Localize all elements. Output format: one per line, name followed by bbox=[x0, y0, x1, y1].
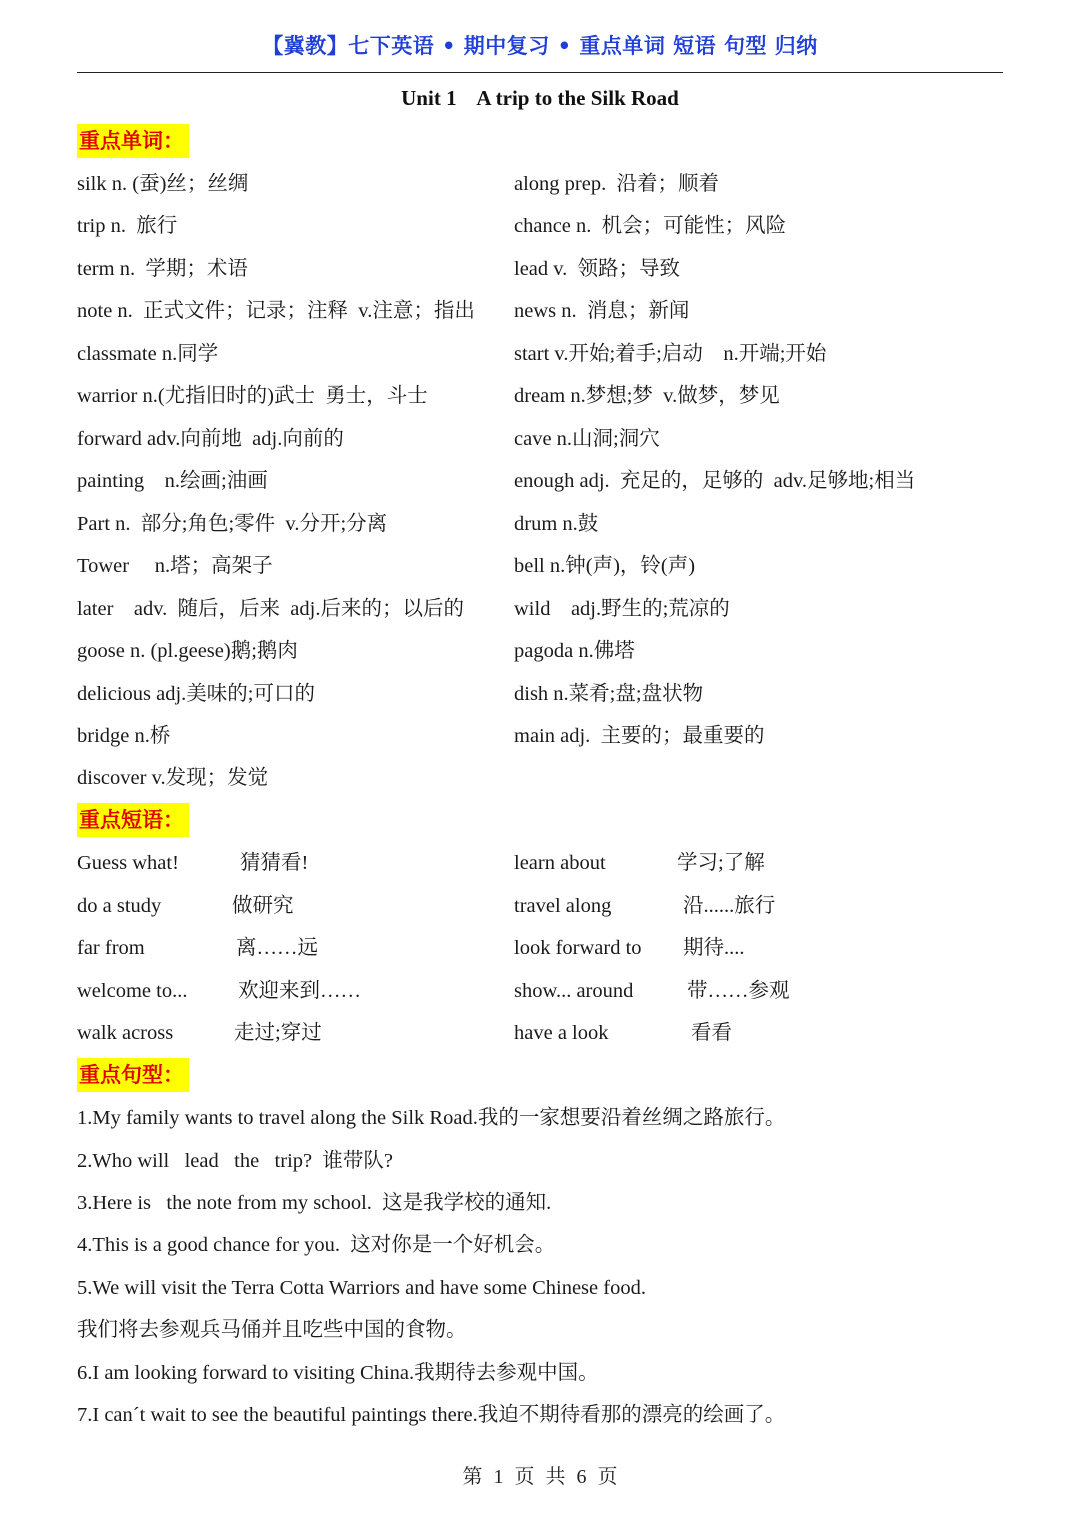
phrase-en: far from bbox=[77, 937, 145, 959]
word-row bbox=[0, 296, 1080, 326]
word-entry: classmate n.同学 bbox=[77, 343, 219, 365]
phrase-row bbox=[0, 933, 1080, 963]
word-entry: news n. 消息；新闻 bbox=[514, 300, 690, 322]
word-entry: term n. 学期；术语 bbox=[77, 258, 248, 280]
word-row bbox=[0, 721, 1080, 751]
phrase-zh: 学习;了解 bbox=[677, 852, 765, 874]
phrase-zh: 期待.... bbox=[683, 937, 745, 959]
word-entry: delicious adj.美味的;可口的 bbox=[77, 683, 316, 705]
word-entry: forward adv.向前地 adj.向前的 bbox=[77, 428, 344, 450]
word-entry: chance n. 机会；可能性；风险 bbox=[514, 215, 787, 237]
sentence: 5.We will visit the Terra Cotta Warriors and have some Chinese food. bbox=[77, 1277, 646, 1299]
word-entry: main adj. 主要的；最重要的 bbox=[514, 725, 765, 747]
phrase-row bbox=[0, 891, 1080, 921]
word-entry: along prep. 沿着；顺着 bbox=[514, 173, 719, 195]
word-entry: trip n. 旅行 bbox=[77, 215, 178, 237]
phrase-zh: 沿......旅行 bbox=[683, 895, 776, 917]
word-entry: painting n.绘画;油画 bbox=[77, 470, 268, 492]
phrase-en: Guess what! bbox=[77, 852, 179, 874]
phrase-en: welcome to... bbox=[77, 980, 188, 1002]
section-words-heading: 重点单词： bbox=[77, 124, 189, 158]
section-phrases-heading: 重点短语： bbox=[77, 803, 189, 837]
word-entry: start v.开始;着手;启动 n.开端;开始 bbox=[514, 343, 827, 365]
phrase-en: walk across bbox=[77, 1022, 174, 1044]
word-row bbox=[0, 636, 1080, 666]
sentence: 3.Here is the note from my school. 这是我学校的通知. bbox=[77, 1192, 552, 1214]
word-entry: pagoda n.佛塔 bbox=[514, 640, 635, 662]
word-entry: warrior n.(尤指旧时的)武士 勇士，斗士 bbox=[77, 385, 428, 407]
document-header: 【冀教】七下英语 • 期中复习 • 重点单词 短语 句型 归纳 bbox=[262, 34, 818, 58]
word-entry: Part n. 部分;角色;零件 v.分开;分离 bbox=[77, 513, 388, 535]
word-entry: discover v.发现；发觉 bbox=[77, 767, 269, 789]
word-row bbox=[0, 551, 1080, 581]
phrase-en: travel along bbox=[514, 895, 612, 917]
phrase-en: look forward to bbox=[514, 937, 642, 959]
sentence: 4.This is a good chance for you. 这对你是一个好机会。 bbox=[77, 1234, 556, 1256]
word-row bbox=[0, 381, 1080, 411]
phrase-en: do a study bbox=[77, 895, 162, 917]
word-entry: drum n.鼓 bbox=[514, 513, 599, 535]
phrase-row bbox=[0, 848, 1080, 878]
sentence: 1.My family wants to travel along the Silk Road.我的一家想要沿着丝绸之路旅行。 bbox=[77, 1107, 786, 1129]
phrase-zh: 带……参观 bbox=[687, 980, 790, 1002]
header-rule bbox=[77, 72, 1003, 73]
phrase-zh: 做研究 bbox=[232, 895, 294, 917]
word-row bbox=[0, 763, 1080, 793]
word-row bbox=[0, 254, 1080, 284]
section-sentences-heading: 重点句型： bbox=[77, 1058, 189, 1092]
sentence-translation: 我们将去参观兵马俑并且吃些中国的食物。 bbox=[77, 1319, 467, 1341]
unit-title: Unit 1 A trip to the Silk Road bbox=[401, 86, 679, 110]
word-entry: enough adj. 充足的，足够的 adv.足够地;相当 bbox=[514, 470, 916, 492]
word-entry: lead v. 领路；导致 bbox=[514, 258, 681, 280]
phrase-en: learn about bbox=[514, 852, 606, 874]
word-entry: later adv. 随后，后来 adj.后来的；以后的 bbox=[77, 598, 464, 620]
phrase-en: have a look bbox=[514, 1022, 609, 1044]
word-entry: Tower n.塔；高架子 bbox=[77, 555, 273, 577]
word-row bbox=[0, 509, 1080, 539]
phrase-row bbox=[0, 1018, 1080, 1048]
word-entry: silk n. (蚕)丝；丝绸 bbox=[77, 173, 249, 195]
phrase-zh: 猜猜看! bbox=[240, 852, 309, 874]
word-entry: dish n.菜肴;盘;盘状物 bbox=[514, 683, 704, 705]
sentence: 2.Who will lead the trip? 谁带队? bbox=[77, 1150, 393, 1172]
sentence: 7.I can´t wait to see the beautiful paintings there.我迫不期待看那的漂亮的绘画了。 bbox=[77, 1404, 786, 1426]
phrase-zh: 离……远 bbox=[236, 937, 318, 959]
word-entry: dream n.梦想;梦 v.做梦，梦见 bbox=[514, 385, 780, 407]
word-row bbox=[0, 594, 1080, 624]
phrase-zh: 欢迎来到…… bbox=[238, 980, 361, 1002]
word-row bbox=[0, 466, 1080, 496]
word-row bbox=[0, 679, 1080, 709]
phrase-en: show... around bbox=[514, 980, 634, 1002]
phrase-row bbox=[0, 976, 1080, 1006]
word-entry: note n. 正式文件；记录；注释 v.注意；指出 bbox=[77, 300, 475, 322]
phrase-zh: 走过;穿过 bbox=[234, 1022, 322, 1044]
word-entry: wild adj.野生的;荒凉的 bbox=[514, 598, 730, 620]
word-row bbox=[0, 339, 1080, 369]
page-footer: 第 1 页 共 6 页 bbox=[462, 1466, 618, 1488]
word-row bbox=[0, 211, 1080, 241]
word-row bbox=[0, 169, 1080, 199]
word-entry: cave n.山洞;洞穴 bbox=[514, 428, 660, 450]
word-entry: goose n. (pl.geese)鹅;鹅肉 bbox=[77, 640, 298, 662]
word-entry: bell n.钟(声)，铃(声) bbox=[514, 555, 696, 577]
word-entry: bridge n.桥 bbox=[77, 725, 171, 747]
word-row bbox=[0, 424, 1080, 454]
phrase-zh: 看看 bbox=[691, 1022, 732, 1044]
sentence: 6.I am looking forward to visiting China.我期待去参观中国。 bbox=[77, 1362, 599, 1384]
